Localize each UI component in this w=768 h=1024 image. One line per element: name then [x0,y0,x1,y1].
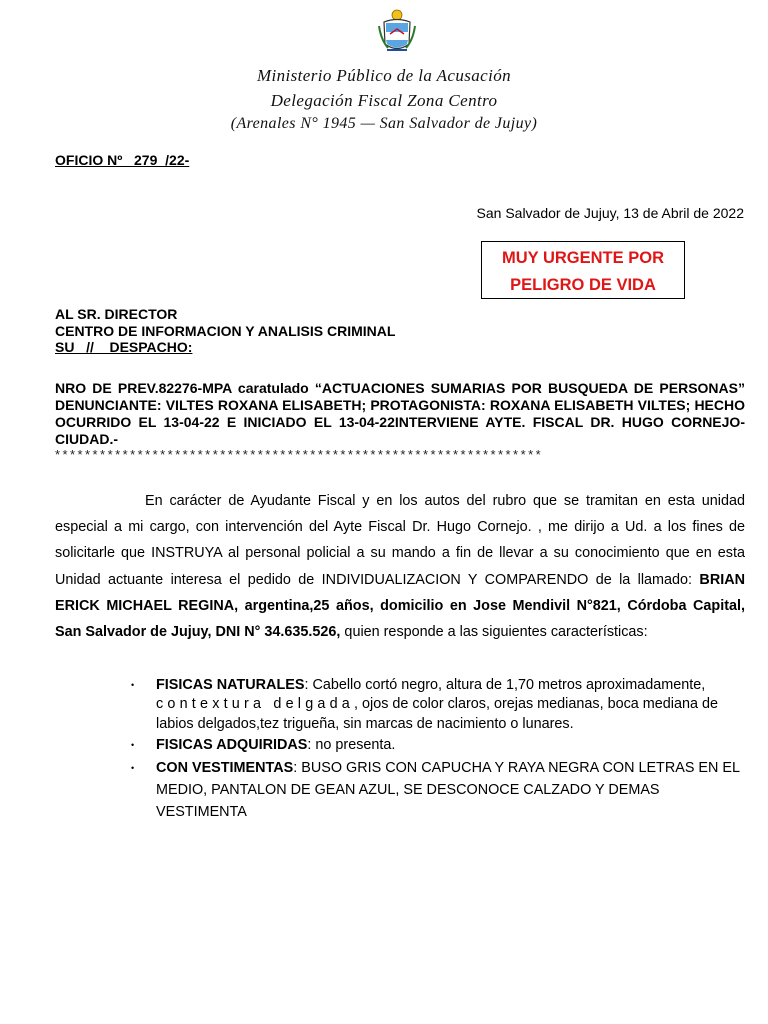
feature-label: CON VESTIMENTAS [156,759,294,776]
bullet-icon: • [131,739,135,750]
separator-line: ***************************************************************** [55,447,544,462]
feature-label: FISICAS NATURALES [156,677,305,693]
urgent-line-2: PELIGRO DE VIDA [510,276,656,294]
letterhead-address: (Arenales N° 1945 — San Salvador de Jujuy) [230,115,538,132]
feature-text: : BUSO GRIS CON CAPUCHA Y RAYA NEGRA CON LETRAS EN EL MEDIO, PANTALON DE GEAN AZUL, SE DESCONOCE CALZADO Y DEMAS VESTIMENTA [156,759,740,820]
bullet-icon: • [131,680,135,690]
case-caption: NRO DE PREV.82276-MPA caratulado “ACTUACIONES SUMARIAS POR BUSQUEDA DE PERSONAS” DENUNCIANTE: VILTES ROXANA ELISABETH; PROTAGONISTA: ROXANA ELISABETH VILTES; HECHO OCURRIDO EL 13-04-22 E INICIADO EL 13-04-22INTERVIENE AYTE. FISCAL DR. HUGO CORNEJO-CIUDAD.- [55,380,745,447]
addressee-block [55,306,395,356]
feature-text: : no presenta. [307,736,396,753]
body-text-end: quien responde a las siguientes características: [340,624,648,641]
addressee-line-3: SU // DESPACHO: [55,339,193,355]
oficio-number: OFICIO Nº 279 /22- [55,152,190,168]
addressee-line-2: CENTRO DE INFORMACION Y ANALISIS CRIMINAL [55,322,396,339]
letterhead-ministry: Ministerio Público de la Acusación [256,66,512,85]
feature-text: : Cabello cortó negro, altura de 1,70 metros aproximadamente, [304,677,706,693]
list-item [131,736,743,755]
feature-label: FISICAS ADQUIRIDAS [156,736,308,753]
list-item [131,676,743,734]
bullet-icon: • [131,762,135,773]
features-list [131,676,743,823]
urgent-notice-box [481,241,685,299]
document-date: San Salvador de Jujuy, 13 de Abril de 2022 [476,205,744,221]
urgent-line-1: MUY URGENTE POR [502,249,664,267]
list-item [131,757,743,823]
coat-of-arms-icon [374,8,420,56]
body-paragraph [55,488,745,645]
addressee-line-1: AL SR. DIRECTOR [55,306,178,322]
feature-text-spaced: contextura delgada [156,696,355,713]
letterhead-delegation: Delegación Fiscal Zona Centro [270,91,498,110]
body-text-subject: BRIAN ERICK MICHAEL REGINA, argentina,25 años, domicilio en Jose Mendivil N°821, Córdoba Capital, San Salvador de Jujuy, DNI N° 34.635.526, [55,571,745,641]
body-text-intro: En carácter de Ayudante Fiscal y en los autos del rubro que se tramitan en esta unidad especial a mi cargo, con intervención del Ayte Fiscal Dr. Hugo Cornejo. , me dirijo a Ud. a los fines de solicitarle que INSTRUYA al personal policial a su mando a fin de llevar a su conocimiento que en esta Unidad actuante interesa el pedido de INDIVIDUALIZACION Y COMPARENDO de la llamado: [55,493,745,588]
feature-text-rest: , ojos de color claros, orejas medianas, boca mediana de labios delgados,tez trigueña, sin marcas de nacimiento o lunares. [156,696,718,732]
